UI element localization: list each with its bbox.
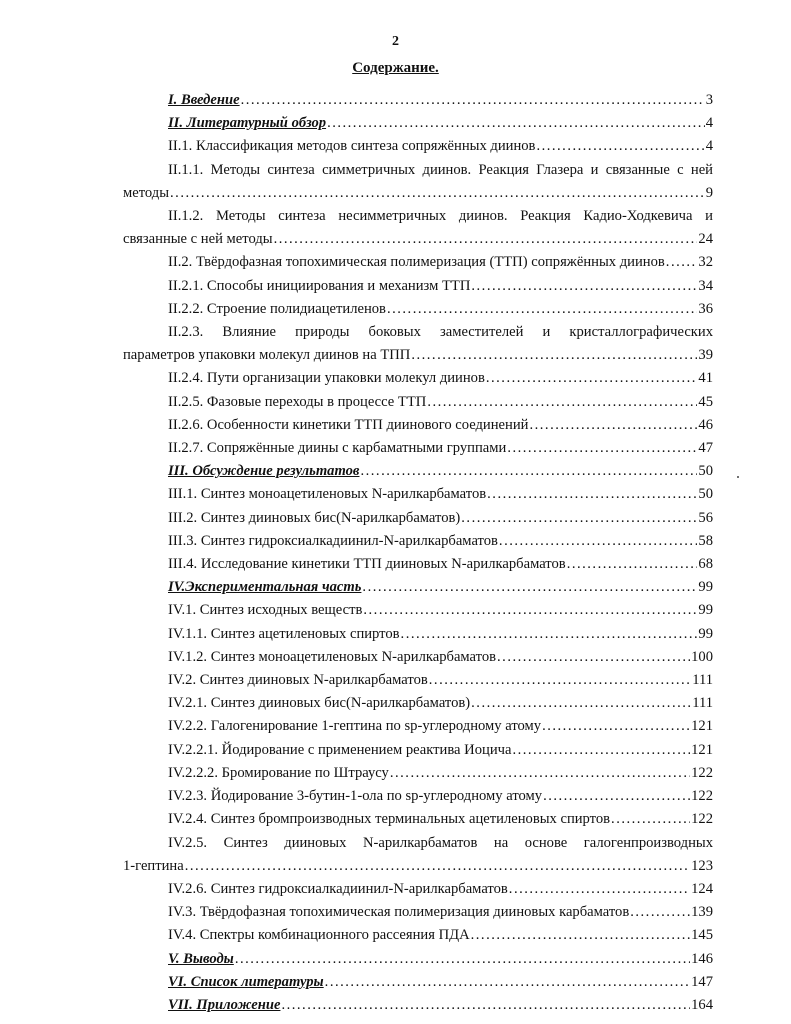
toc-entry-label: III.1. Синтез моноацетиленовых N-арилкарбаматов	[168, 486, 487, 503]
toc-page-number: 123	[691, 857, 713, 874]
toc-entry-label: II.2.1. Способы инициирования и механизм ТТП	[168, 277, 471, 294]
table-of-contents	[123, 89, 713, 1017]
toc-entry-label: II. Литературный обзор	[168, 115, 327, 132]
toc-entry-label: IV.1. Синтез исходных веществ	[168, 602, 363, 619]
toc-entry[interactable]	[123, 785, 713, 808]
dot-leader	[509, 878, 690, 901]
toc-entry[interactable]	[123, 251, 713, 274]
toc-entry[interactable]	[123, 553, 713, 576]
toc-page-number: 124	[691, 880, 713, 897]
toc-entry-label: II.2.4. Пути организации упаковки молекул диинов	[168, 370, 485, 387]
toc-entry-label: II.2. Твёрдофазная топохимическая полимеризация (ТТП) сопряжённых диинов	[168, 254, 665, 271]
dot-leader	[471, 275, 697, 298]
toc-entry[interactable]	[123, 901, 713, 924]
dot-leader	[666, 251, 698, 274]
toc-page-number: 99	[698, 625, 713, 642]
dot-leader	[529, 414, 697, 437]
dot-leader	[499, 530, 697, 553]
dot-leader	[185, 855, 690, 878]
toc-section[interactable]	[123, 576, 713, 599]
toc-entry-label: IV.2.6. Синтез гидроксиалкадиинил-N-арилкарбаматов	[168, 880, 508, 897]
toc-page-number: 111	[692, 672, 713, 689]
toc-entry-label: III. Обсуждение результатов	[168, 463, 360, 480]
toc-page-number: 41	[698, 370, 713, 387]
toc-entry-label: III.4. Исследование кинетики ТТП дииновых N-арилкарбаматов	[168, 556, 566, 573]
toc-section[interactable]	[123, 89, 713, 112]
dot-leader	[327, 112, 705, 135]
toc-entry[interactable]	[123, 832, 713, 878]
toc-section[interactable]	[123, 994, 713, 1017]
toc-entry[interactable]	[123, 878, 713, 901]
dot-leader	[630, 901, 690, 924]
dot-leader	[487, 483, 697, 506]
toc-entry[interactable]	[123, 298, 713, 321]
toc-entry-label: IV.2.5. Синтез дииновых N-арилкарбаматов на основе галогенпроизводных	[168, 834, 713, 851]
toc-section[interactable]	[123, 460, 713, 483]
toc-page-number: 45	[698, 393, 713, 410]
toc-entry-label: II.2.3. Влияние природы боковых заместителей и кристаллографических	[168, 324, 713, 341]
toc-entry[interactable]	[123, 762, 713, 785]
toc-entry[interactable]	[123, 924, 713, 947]
dot-leader	[281, 994, 690, 1017]
scan-speck	[737, 476, 739, 478]
toc-entry-label: II.2.5. Фазовые переходы в процессе ТТП	[168, 393, 427, 410]
toc-entry-label: IV.1.2. Синтез моноацетиленовых N-арилкарбаматов	[168, 648, 497, 665]
toc-entry[interactable]	[123, 646, 713, 669]
toc-entry-label: II.2.7. Сопряжённые диины с карбаматными группами	[168, 440, 507, 457]
dot-leader	[387, 298, 697, 321]
dot-leader	[363, 599, 697, 622]
toc-entry[interactable]	[123, 530, 713, 553]
dot-leader	[427, 391, 697, 414]
toc-page-number: 46	[698, 416, 713, 433]
toc-entry[interactable]	[123, 367, 713, 390]
toc-entry[interactable]	[123, 739, 713, 762]
toc-entry-label: II.2.2. Строение полидиацетиленов	[168, 300, 386, 317]
toc-page-number: 24	[698, 231, 713, 248]
toc-entry[interactable]	[123, 692, 713, 715]
toc-entry-label: II.1. Классификация методов синтеза сопряжённых диинов	[168, 138, 536, 155]
toc-page-number: 121	[691, 718, 713, 735]
dot-leader	[401, 623, 698, 646]
toc-entry[interactable]	[123, 205, 713, 251]
dot-leader	[507, 437, 697, 460]
toc-entry[interactable]	[123, 321, 713, 367]
dot-leader	[411, 344, 697, 367]
toc-entry-label: IV.2.4. Синтез бромпроизводных терминальных ацетиленовых спиртов	[168, 811, 611, 828]
toc-entry-label: I. Введение	[168, 92, 240, 108]
toc-entry[interactable]	[123, 623, 713, 646]
toc-entry-label-continued: 1-гептина	[123, 857, 184, 874]
toc-entry[interactable]	[123, 391, 713, 414]
dot-leader	[542, 715, 690, 738]
toc-entry-label: II.2.6. Особенности кинетики ТТП диинового соединений	[168, 416, 529, 433]
dot-leader	[471, 692, 691, 715]
toc-entry[interactable]	[123, 275, 713, 298]
toc-page-number: 34	[698, 277, 713, 294]
toc-page-number: 145	[691, 927, 713, 944]
toc-entry-label-continued: методы	[123, 184, 170, 201]
toc-page-number: 3	[705, 92, 713, 108]
toc-entry-label: III.3. Синтез гидроксиалкадиинил-N-арилкарбаматов	[168, 532, 498, 549]
dot-leader	[536, 135, 704, 158]
dot-leader	[429, 669, 691, 692]
toc-page-number: 147	[691, 973, 713, 990]
toc-entry-label: IV.2.2.1. Йодирование с применением реактива Иоцича	[168, 741, 512, 758]
toc-entry[interactable]	[123, 599, 713, 622]
toc-page-number: 56	[698, 509, 713, 526]
toc-page-number: 122	[691, 811, 713, 828]
dot-leader	[497, 646, 690, 669]
toc-entry-label: IV.2.1. Синтез дииновых бис(N-арилкарбаматов)	[168, 695, 471, 712]
dot-leader	[390, 762, 690, 785]
dot-leader	[543, 785, 690, 808]
dot-leader	[461, 507, 697, 530]
toc-page-number: 36	[698, 300, 713, 317]
dot-leader	[611, 808, 690, 831]
toc-entry-label: IV.2.2.2. Бромирование по Штраусу	[168, 764, 389, 781]
toc-entry-label: IV.Экспериментальная часть	[168, 579, 362, 596]
toc-entry[interactable]	[123, 159, 713, 205]
toc-section[interactable]	[123, 112, 713, 135]
toc-page-number: 146	[691, 950, 713, 967]
toc-entry-label: II.1.1. Методы синтеза симметричных диинов. Реакция Глазера и связанные с ней	[168, 161, 713, 178]
dot-leader	[325, 971, 690, 994]
toc-page-number: 139	[691, 904, 713, 921]
toc-entry-label: VII. Приложение	[168, 996, 281, 1013]
toc-entry-label-continued: связанные с ней методы	[123, 231, 273, 248]
toc-entry-label: IV.4. Спектры комбинационного рассеяния ПДА	[168, 927, 470, 944]
dot-leader	[170, 182, 705, 205]
toc-section[interactable]	[123, 948, 713, 971]
toc-entry[interactable]	[123, 808, 713, 831]
toc-page-number: 50	[698, 463, 713, 480]
toc-entry-label: IV.2. Синтез дииновых N-арилкарбаматов	[168, 672, 428, 689]
toc-entry-label: IV.1.1. Синтез ацетиленовых спиртов	[168, 625, 400, 642]
toc-page-number: 164	[691, 996, 713, 1013]
toc-page-number: 99	[698, 579, 713, 596]
dot-leader	[486, 367, 698, 390]
toc-entry[interactable]	[123, 483, 713, 506]
toc-entry-label: II.1.2. Методы синтеза несимметричных диинов. Реакция Кадио-Ходкевича и	[168, 208, 713, 225]
toc-page-number: 58	[698, 532, 713, 549]
page-number: 2	[392, 34, 399, 49]
toc-page-number: 39	[698, 347, 713, 364]
toc-page-number: 4	[705, 115, 713, 132]
toc-title: Содержание.	[352, 60, 439, 76]
toc-page-number: 9	[705, 184, 713, 201]
toc-entry-label: V. Выводы	[168, 950, 234, 967]
toc-page-number: 100	[691, 648, 713, 665]
dot-leader	[360, 460, 697, 483]
toc-entry[interactable]	[123, 135, 713, 158]
dot-leader	[235, 948, 690, 971]
toc-entry-label-continued: параметров упаковки молекул диинов на ТПП	[123, 347, 411, 364]
toc-entry[interactable]	[123, 715, 713, 738]
dot-leader	[567, 553, 698, 576]
toc-page-number: 122	[691, 764, 713, 781]
toc-entry[interactable]	[123, 507, 713, 530]
dot-leader	[241, 89, 705, 112]
toc-page-number: 4	[705, 138, 713, 155]
toc-page-number: 122	[691, 788, 713, 805]
toc-page-number: 47	[698, 440, 713, 457]
toc-entry[interactable]	[123, 437, 713, 460]
toc-section[interactable]	[123, 971, 713, 994]
toc-entry[interactable]	[123, 669, 713, 692]
dot-leader	[274, 228, 698, 251]
toc-entry-label: IV.2.3. Йодирование 3-бутин-1-ола по sp-углеродному атому	[168, 788, 543, 805]
toc-page-number: 50	[698, 486, 713, 503]
toc-entry-label: VI. Список литературы	[168, 973, 324, 990]
toc-page-number: 32	[698, 254, 713, 271]
toc-entry-label: IV.2.2. Галогенирование 1-гептина по sp-углеродному атому	[168, 718, 542, 735]
toc-entry-label: III.2. Синтез дииновых бис(N-арилкарбаматов)	[168, 509, 461, 526]
toc-page-number: 111	[692, 695, 713, 712]
toc-page-number: 68	[698, 556, 713, 573]
toc-page-number: 121	[691, 741, 713, 758]
dot-leader	[512, 739, 690, 762]
toc-entry[interactable]	[123, 414, 713, 437]
dot-leader	[471, 924, 690, 947]
toc-page-number: 99	[698, 602, 713, 619]
toc-entry-label: IV.3. Твёрдофазная топохимическая полимеризация дииновых карбаматов	[168, 904, 630, 921]
dot-leader	[362, 576, 697, 599]
